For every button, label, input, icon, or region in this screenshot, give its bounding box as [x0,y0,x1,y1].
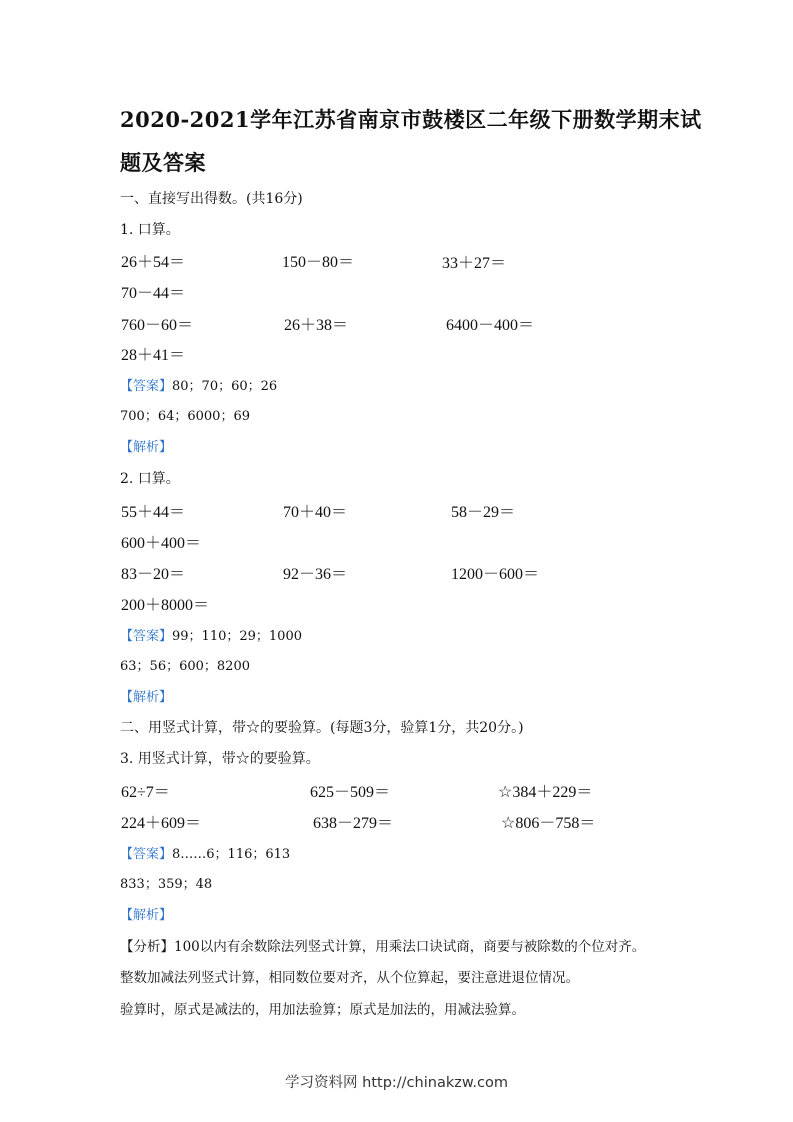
q1-answer [120,375,277,394]
q1-expr-3: 33＋27＝ [442,255,507,272]
q3-expr-1: 62÷7＝ [121,784,170,801]
q2-answer-values-1: 99；110；29；1000 [172,629,302,644]
q1-expr-6: 26＋38＝ [284,317,349,334]
q2-expr-5: 83－20＝ [121,566,186,583]
q3-label: 3. 用竖式计算，带☆的要验算。 [120,751,320,767]
page-title-line2: 题及答案 [120,150,206,175]
q2-expr-4: 600＋400＝ [121,535,202,552]
q2-expr-3: 58－29＝ [451,504,516,521]
q2-expr-1: 55＋44＝ [121,504,186,521]
q2-expr-6: 92－36＝ [283,566,348,583]
q3-answer-values-1: 8……6；116；613 [172,847,291,862]
footer-watermark: 学习资料网 http://chinakzw.com [285,1075,508,1091]
q1-expr-4: 70－44＝ [121,285,186,302]
q1-answer-values-1: 80；70；60；26 [172,379,278,394]
q3-answer [120,843,290,862]
q2-expr-7: 1200－600＝ [451,566,540,583]
q1-expr-5: 760－60＝ [121,317,194,334]
q1-expr-8: 28＋41＝ [121,347,186,364]
q2-label: 2. 口算。 [120,471,180,487]
page-title-line1: 2020-2021学年江苏省南京市鼓楼区二年级下册数学期末试 [120,107,702,132]
q3-expr-4: 224＋609＝ [121,815,202,832]
answer-tag: 【答案】 [120,629,173,644]
q2-answer-values-2: 63；56；600；8200 [120,659,250,674]
q2-analysis-tag: 【解析】 [120,690,173,705]
section2-heading: 二、用竖式计算，带☆的要验算。(每题3分，验算1分，共20分。) [120,720,524,736]
q3-answer-values-2: 833；359；48 [120,877,213,892]
analysis-label: 【分析】 [120,939,174,955]
answer-tag: 【答案】 [120,847,173,862]
q1-label: 1. 口算。 [120,222,180,238]
q3-analysis-line1 [120,935,645,955]
q1-expr-7: 6400－400＝ [446,317,535,334]
q3-expr-3: ☆384＋229＝ [498,784,593,801]
q2-answer [120,625,302,644]
q3-expr-5: 638－279＝ [313,815,394,832]
section1-heading: 一、直接写出得数。(共16分) [120,191,303,207]
analysis-text-1: 100以内有余数除法列竖式计算，用乘法口诀试商，商要与被除数的个位对齐。 [174,939,646,955]
q1-analysis-tag: 【解析】 [120,440,173,455]
q1-expr-1: 26＋54＝ [121,254,186,271]
q3-expr-2: 625－509＝ [310,784,391,801]
q2-expr-2: 70＋40＝ [283,504,348,521]
q2-expr-8: 200＋8000＝ [121,597,210,614]
q3-analysis-tag: 【解析】 [120,908,173,923]
answer-tag: 【答案】 [120,379,173,394]
q1-answer-values-2: 700；64；6000；69 [120,409,250,424]
q1-expr-2: 150－80＝ [282,254,355,271]
q3-expr-6: ☆806－758＝ [501,815,596,832]
q3-analysis-line3: 验算时，原式是减法的，用加法验算；原式是加法的，用减法验算。 [120,1002,525,1018]
q3-analysis-line2: 整数加减法列竖式计算，相同数位要对齐，从个位算起，要注意进退位情况。 [120,970,579,986]
